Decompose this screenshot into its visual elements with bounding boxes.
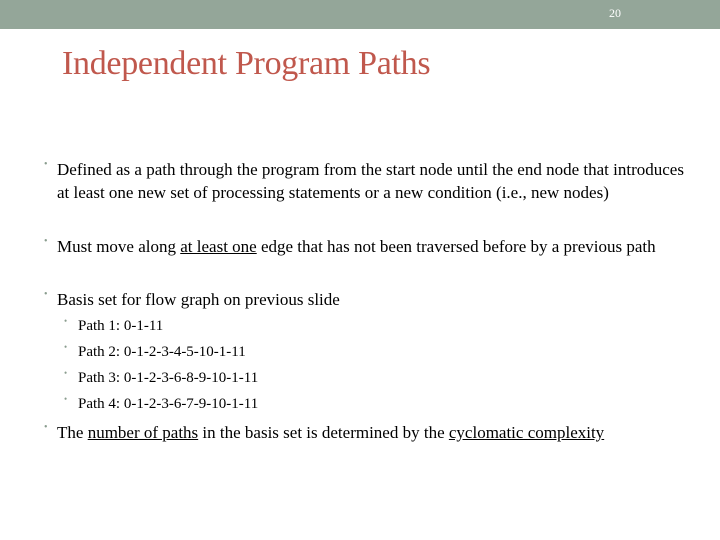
- slide-number: 20: [609, 6, 621, 20]
- text-run: Must move along: [57, 237, 181, 256]
- underlined-text: at least one: [180, 237, 257, 256]
- bullet-icon: •: [64, 342, 68, 352]
- bullet-icon: •: [44, 159, 48, 170]
- bullet-text: Defined as a path through the program from the start node until the end node that introduces at least one new set of processing statements or a new condition (i.e., new nodes): [57, 160, 684, 202]
- bullet-text: [57, 235, 657, 258]
- text-run: edge that has not been traversed before by a previous path: [256, 237, 656, 256]
- path-text: Path 2: 0-1-2-3-4-5-10-1-11: [78, 344, 246, 360]
- bullet-text: [57, 421, 707, 444]
- slide-title: Independent Program Paths: [62, 45, 431, 82]
- bullet-icon: •: [64, 316, 68, 326]
- path-text: Path 3: 0-1-2-3-6-8-9-10-1-11: [78, 370, 259, 386]
- bullet-icon: •: [44, 236, 48, 247]
- bullet-icon: •: [64, 368, 68, 378]
- bullet-icon: •: [44, 289, 48, 300]
- bullet-icon: •: [44, 422, 48, 433]
- text-run: in the basis set is determined by the: [198, 423, 449, 442]
- text-run: The: [57, 423, 88, 442]
- underlined-text: number of paths: [87, 423, 199, 442]
- bullet-text: Basis set for flow graph on previous slide: [57, 290, 340, 309]
- bullet-icon: •: [64, 394, 68, 404]
- path-text: Path 1: 0-1-11: [78, 318, 164, 334]
- top-bar: [0, 0, 720, 29]
- underlined-text: cyclomatic complexity: [448, 423, 605, 442]
- path-text: Path 4: 0-1-2-3-6-7-9-10-1-11: [78, 396, 259, 412]
